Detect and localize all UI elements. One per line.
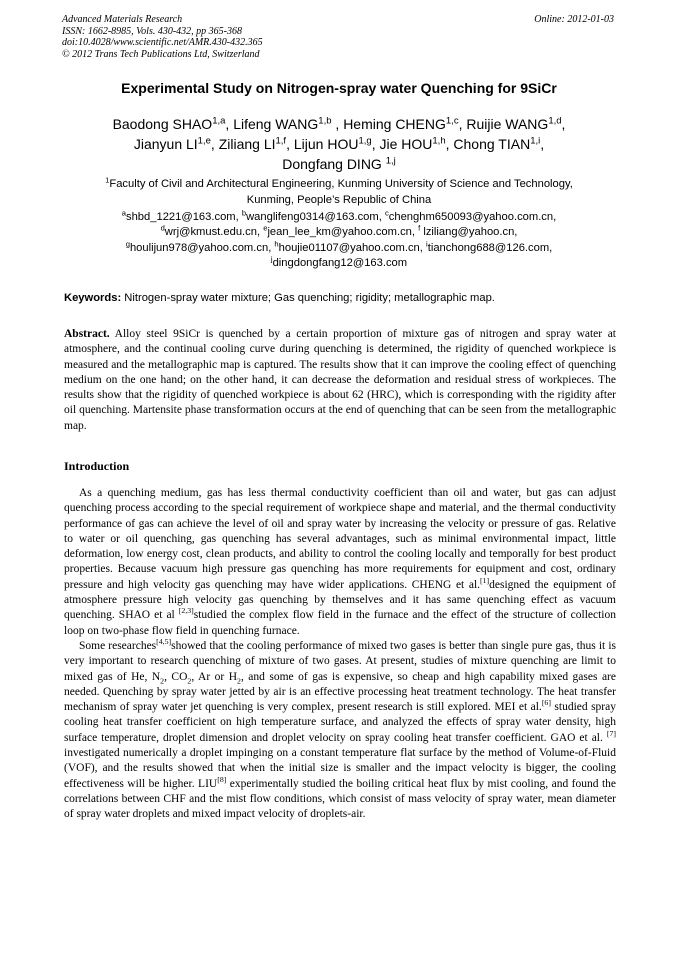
email-list (50, 210, 628, 271)
email-line-4 (50, 256, 628, 271)
paragraph-text: , and some of gas is expensive, so cheap and high capability mixed gases are needed. Quenching by spray water jetted by air is an effective processing heat treatment technology. The heat transfer mechanism of spray water jet quenching is very complex, present research is still explored. MEI et al. (64, 670, 616, 714)
author-name: Ziliang LI (218, 136, 276, 152)
email-separator: , (411, 226, 419, 239)
citation-mark: [8] (217, 774, 227, 784)
author-mark: 1,f (275, 135, 287, 147)
email-mark: j (270, 254, 273, 264)
paragraph-text: , Ar or H (191, 670, 238, 683)
email-mark: h (274, 238, 279, 248)
author-mark: 1,g (358, 135, 372, 147)
author-separator: , (561, 116, 566, 132)
author-separator: , (540, 136, 545, 152)
citation-mark: [6] (541, 698, 551, 708)
paragraph-text: studied spray cooling heat transfer coefficient on high temperature surface, and analyzed the effects of spray water density, high surface temperature, droplet dimension and droplet velocity on spray cooling heat transfer coefficient. GAO et al. (64, 701, 616, 744)
email-separator: , (235, 211, 242, 223)
journal-name: Advanced Materials Research (62, 14, 183, 25)
subscript: 2 (187, 675, 192, 685)
author-name: Chong TIAN (453, 136, 531, 152)
author-separator: , (225, 116, 234, 132)
author-name: Dongfang DING (282, 156, 382, 172)
email-address: houlijun978@yahoo.com.cn (129, 241, 269, 254)
paragraph-text: designed the equipment of atmosphere pressure high velocity gas quenching by themselves and it has same quenching effect as vacuum quenching. SHAO et al (64, 578, 616, 622)
author-name: Ruijie WANG (466, 116, 549, 132)
paragraph-text: studied the complex flow field in the furnace and the effect of the structure of collection loop on two-phase flow field in quenching furnace. (64, 609, 616, 637)
author-name: Jie HOU (379, 136, 433, 152)
email-mark: a (121, 208, 126, 218)
email-separator: , (378, 211, 385, 223)
paragraph-text: investigated numerically a droplet impinging on a constant temperature flat surface by the method of Volume-of-Fluid (VOF), and the results showed that when the initial size is smaller and the impact velocity is bigger, the cooling effectiveness will be higher. LIU (64, 747, 616, 790)
doi-line: doi:10.4028/www.scientific.net/AMR.430-432.365 (62, 37, 263, 48)
paragraph-text: showed that the cooling performance of mixed two gases is better than single pure gas, thus it is very important to research quenching of mixture of two gases. At present, studies of mixture quenching are limit to mixed gas of He, N (64, 639, 616, 683)
email-line-1 (50, 210, 628, 225)
affiliation-line-1 (50, 177, 628, 193)
author-separator: , (371, 136, 380, 152)
author-mark: 1,a (212, 115, 226, 127)
email-separator: , (419, 241, 427, 254)
subscript: 2 (237, 675, 241, 685)
email-address: wrj@kmust.edu.cn (164, 226, 257, 239)
author-name: Lifeng WANG (233, 116, 319, 132)
author-separator: , (210, 136, 219, 152)
author-line-2 (50, 134, 628, 154)
introduction-paragraph-1 (64, 486, 616, 639)
citation-mark: [2,3] (178, 606, 194, 616)
affiliation-text: Faculty of Civil and Architectural Engineering, Kunming University of Science and Technology, (109, 178, 573, 190)
online-date: Online: 2012-01-03 (534, 14, 614, 25)
paragraph-text: , CO (164, 670, 188, 683)
email-line-3 (50, 238, 628, 256)
paragraph-text: experimentally studied the boiling critical heat flux by mist cooling, and found the correlations between CHF and the mist flow conditions, which consist of mass velocity of spray water, mean diameter of spray water droplets and mixed impact velocity of droplets-air. (64, 777, 617, 821)
author-separator: , (458, 116, 467, 132)
email-address: houjie01107@yahoo.com.cn (278, 241, 420, 254)
citation-mark: [4,5] (156, 637, 172, 647)
email-separator: , (268, 241, 275, 254)
abstract (64, 327, 616, 434)
introduction-heading: Introduction (64, 459, 130, 473)
keywords-text: Nitrogen-spray water mixture; Gas quenching; rigidity; metallographic map. (121, 292, 495, 304)
email-mark: f (418, 223, 421, 233)
abstract-label: Abstract. (64, 328, 110, 340)
email-mark: d (160, 223, 165, 233)
author-mark: 1,c (445, 115, 459, 127)
abstract-text: Alloy steel 9SiCr is quenched by a certain proportion of mixture gas of nitrogen and spray water at atmosphere, and the continual cooling curve during quenching is determined, the rigidity of quenched workpiece is measured and the metallographic map is captured. The results show that it can improve the cooling effect of quenching medium on the one hand; on the other hand, it can decrease the deformation and residual stress of workpieces. The results show that the rigidity of quenched workpiece is about 62 (HRC), which is corresponding with the rigidity after oil quenching. Martensite phase transformation occurs at the end of quenching that can be seen from the metallographic map. (64, 328, 616, 432)
author-separator: , (331, 116, 344, 132)
paper-title: Experimental Study on Nitrogen-spray water Quenching for 9SiCr (121, 80, 557, 96)
email-address: chenghm650093@yahoo.com.cn, (388, 211, 557, 223)
introduction-body (64, 486, 616, 823)
subscript: 2 (160, 675, 165, 685)
author-mark: 1,d (548, 115, 562, 127)
author-mark: 1,j (385, 155, 396, 167)
email-separator: , (256, 226, 264, 239)
email-address: tianchong688@126.com, (427, 241, 553, 254)
author-list (50, 114, 628, 174)
author-name: Baodong SHAO (112, 116, 213, 132)
author-name: Heming CHENG (343, 116, 446, 132)
email-address: wanglifeng0314@163.com (246, 211, 379, 223)
email-mark: c (384, 208, 389, 218)
author-separator: , (445, 136, 454, 152)
author-mark: 1,i (530, 135, 541, 147)
email-mark: i (426, 238, 428, 248)
email-address: dingdongfang12@163.com (272, 256, 408, 269)
affiliation-line-2: Kunming, People’s Republic of China (246, 193, 432, 206)
author-mark: 1,e (197, 135, 211, 147)
author-line-1 (50, 114, 628, 134)
issn-line: ISSN: 1662-8985, Vols. 430-432, pp 365-368 (62, 25, 242, 37)
affiliation (50, 177, 628, 208)
introduction-paragraph-2 (64, 639, 616, 823)
email-mark: b (241, 208, 247, 218)
keywords (64, 291, 616, 305)
email-mark: g (125, 238, 130, 248)
citation-mark: [7] (606, 728, 616, 738)
author-mark: 1,h (432, 135, 446, 147)
email-mark: e (263, 223, 268, 233)
email-address: shbd_1221@163.com (125, 211, 236, 223)
author-separator: , (286, 136, 294, 152)
paragraph-text: As a quenching medium, gas has less thermal conductivity coefficient than oil and water, but gas can adjust quenching process according to the special requirement of workpiece shape and material, and the thermal conductivity performance of gas can achieve the level of oil and spray water by increasing the velocity or pressure of gas. Relative to water or oil quenching, gas quenching has several advantages, such as minimal environmental impact, little deformation, low energy cost, clean products, and ability to control the cooling locally and temporally for best product properties. Because vacuum high pressure gas quenching has more requirements for equipment and cost, ordinary pressure and high velocity gas quenching may have wider applications. CHENG et al. (64, 487, 616, 591)
affiliation-mark: 1 (105, 175, 110, 185)
journal-header (62, 14, 263, 60)
author-line-3 (50, 154, 628, 174)
paragraph-text: Some researches (79, 639, 157, 652)
copyright-line: © 2012 Trans Tech Publications Ltd, Switzerland (62, 48, 260, 60)
email-line-2 (50, 225, 628, 240)
author-name: Jianyun LI (133, 136, 198, 152)
email-address: jean_lee_km@yahoo.com.cn (267, 226, 412, 239)
author-name: Lijun HOU (293, 136, 359, 152)
citation-mark: [1] (480, 575, 490, 585)
email-address: lziliang@yahoo.cn, (420, 226, 518, 239)
keywords-label: Keywords: (64, 292, 122, 304)
author-mark: 1,b (318, 115, 332, 127)
